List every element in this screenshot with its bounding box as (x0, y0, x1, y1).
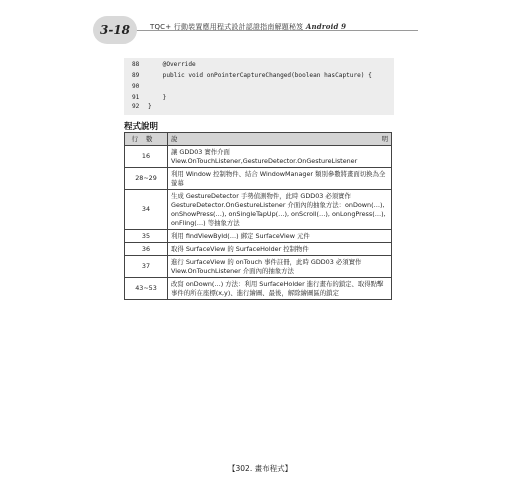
line-cell: 35 (125, 230, 168, 243)
description-cell: 利用 Window 控制物件、結合 WindowManager 類別參數將畫面切換為全螢幕 (168, 168, 392, 190)
description-cell: 讓 GDD03 實作介面 View.OnTouchListener,GestureDetector.OnGestureListener (168, 146, 392, 168)
table-row (125, 190, 392, 230)
line-cell: 37 (125, 256, 168, 278)
table-header-row (125, 133, 392, 146)
code-line: 90 (132, 83, 140, 90)
page-number-badge (93, 16, 137, 44)
explanation-table (124, 132, 392, 300)
code-line: 88 @Override (132, 61, 196, 68)
code-line: 89 public void onPointerCaptureChanged(boolean hasCapture) { (132, 72, 372, 79)
line-cell: 16 (125, 146, 168, 168)
table-row (125, 243, 392, 256)
running-header (150, 22, 346, 32)
table-row (125, 146, 392, 168)
running-header-title: TQC+ 行動裝置應用程式設計認證指南解題秘笈 (150, 23, 304, 31)
running-header-suffix: Android 9 (305, 22, 347, 31)
table-row (125, 168, 392, 190)
line-cell: 43~53 (125, 278, 168, 300)
page-footer: 【302. 畫布程式】 (228, 464, 293, 473)
table-row (125, 278, 392, 300)
code-line: 91 } (132, 94, 167, 101)
description-cell: 生成 GestureDetector 手勢偵測物件，此時 GDD03 必須實作 GestureDetector.OnGestureListener 介面內的抽象方法：onDown(…), onShowPress(…), onSingleTapUp(…), onScroll(…), onLongPress(…), onFling(…) 等抽象方法 (168, 190, 392, 230)
section-title: 程式說明 (124, 122, 159, 132)
line-cell: 28~29 (125, 168, 168, 190)
column-header-line: 行數 (125, 133, 168, 146)
table-row (125, 230, 392, 243)
code-block (124, 58, 394, 115)
description-cell: 進行 SurfaceView 的 onTouch 事件註冊，此時 GDD03 必須實作 View.OnTouchListener 介面內的抽象方法 (168, 256, 392, 278)
code-line: 92 } (132, 103, 152, 110)
column-header-description: 說 明 (168, 133, 392, 146)
description-cell: 改寫 onDown(…) 方法：利用 SurfaceHolder 進行畫布的鎖定、取得點擊事件的所在座標(x,y)、進行繪圖、最後，解除繪圖區的鎖定 (168, 278, 392, 300)
line-cell: 36 (125, 243, 168, 256)
description-cell: 利用 findViewById(…) 綁定 SurfaceView 元件 (168, 230, 392, 243)
table-row (125, 256, 392, 278)
page-number: 3-18 (99, 23, 131, 37)
description-cell: 取得 SurfaceView 的 SurfaceHolder 控制物件 (168, 243, 392, 256)
line-cell: 34 (125, 190, 168, 230)
